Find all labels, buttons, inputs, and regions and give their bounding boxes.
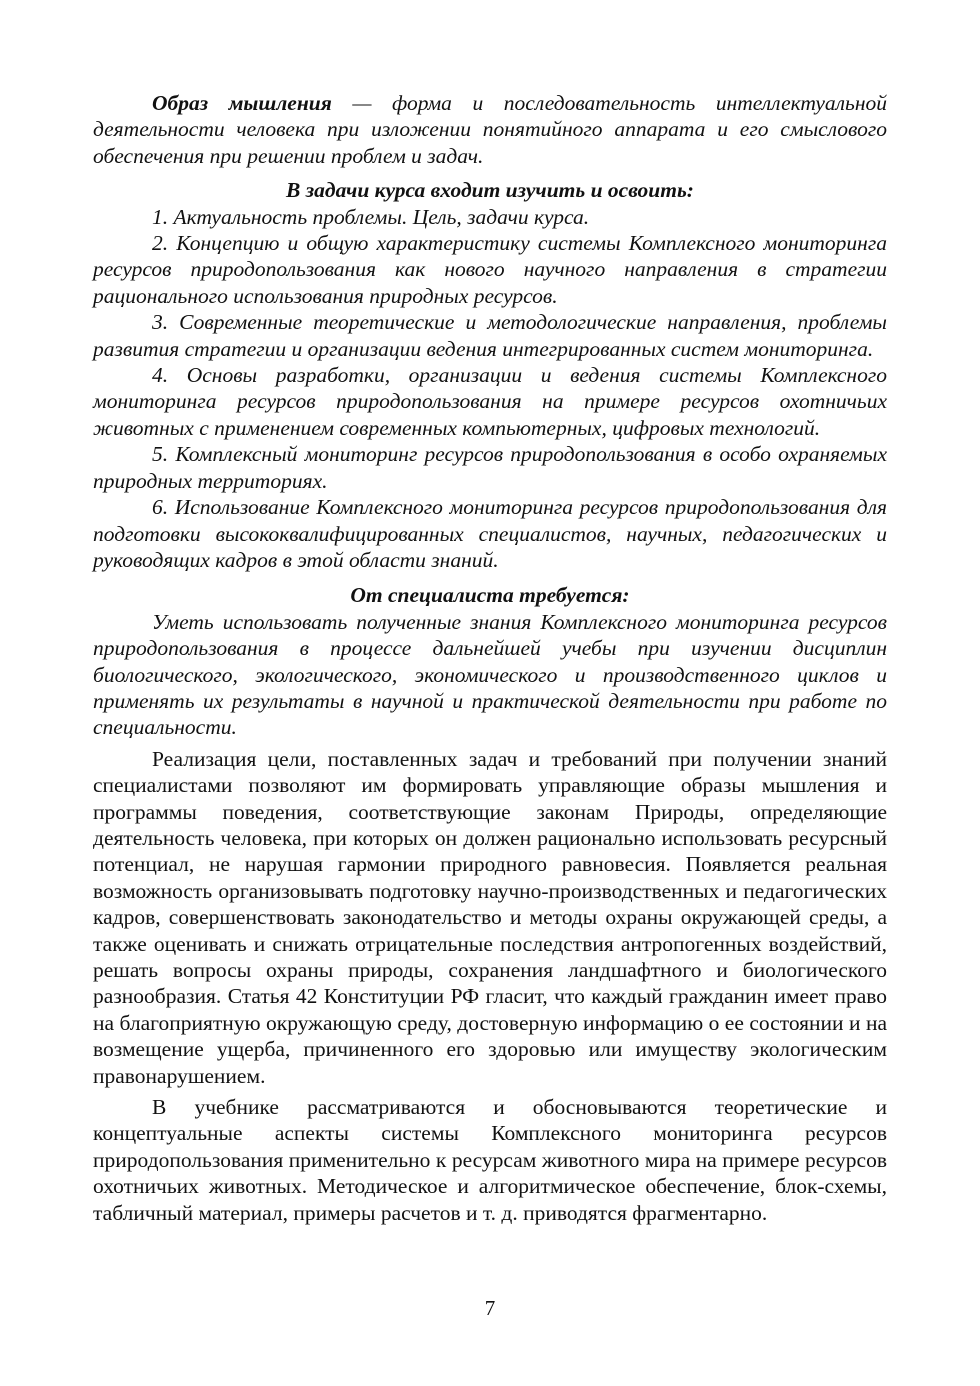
definition-text: — форма и последовательность интеллектуальной деятельности человека при изложении понятийного аппарата и его смыслового обеспечения при решении проблем и задач. [93,91,887,168]
definition-paragraph [93,90,887,169]
definition-term: Образ мышления [152,91,332,115]
task-item-1: 1. Актуальность проблемы. Цель, задачи курса. [152,204,590,229]
task-item-3: 3. Современные теоретические и методологические направления, проблемы развития стратегии и организации ведения интегрированных систем мониторинга. [93,310,887,361]
task-item-4: 4. Основы разработки, организации и ведения системы Комплексного мониторинга ресурсов природопользования на примере ресурсов охотничьих животных с применением современных компьютерных, цифровых технологий. [93,363,887,440]
task-item-5: 5. Комплексный мониторинг ресурсов природопользования в особо охраняемых природных территориях. [93,442,887,493]
body-paragraph-2: В учебнике рассматриваются и обосновываются теоретические и концептуальные аспекты системы Комплексного мониторинга ресурсов природопользования применительно к ресурсам животного мира на примере ресурсов охотничьих животных. Методическое и алгоритмическое обеспечение, блок-схемы, табличный материал, примеры расчетов и т. д. приводятся фрагментарно. [93,1095,887,1225]
page-number: 7 [484,1296,496,1320]
task-item-2: 2. Концепцию и общую характеристику системы Комплексного мониторинга ресурсов природопользования как нового научного направления в стратегии рационального использования природных ресурсов. [93,231,887,308]
requirements-paragraph: Уметь использовать полученные знания Комплексного мониторинга ресурсов природопользования в процессе дальнейшей учебы при изучении дисциплин биологического, экологического, экономического и производственного циклов и применять их результаты в научной и практической деятельности при работе по специальности. [93,609,887,740]
task-item-6: 6. Использование Комплексного мониторинга ресурсов природопользования для подготовки высококвалифицированных специалистов, научных, педагогических и руководящих кадров в этой области знаний. [93,495,887,572]
tasks-heading: В задачи курса входит изучить и освоить: [286,178,694,203]
page-content [93,90,887,1226]
requirements-heading: От специалиста требуется: [350,583,630,608]
body-paragraph-1: Реализация цели, поставленных задач и требований при получении знаний специалистами позволяют им формировать управляющие образы мышления и программы поведения, соответствующие законам Природы, определяющие деятельность человека, при которых он должен рационально использовать ресурсный потенциал, не нарушая гармонии природного равновесия. Появляется реальная возможность организовывать подготовку научно-производственных и педагогических кадров, совершенствовать законодательство и методы охраны окружающей среды, а также оценивать и снижать отрицательные последствия антропогенных воздействий, решать вопросы охраны природы, сохранения ландшафтного и биологического разнообразия. Статья 42 Конституции РФ гласит, что каждый гражданин имеет право на благоприятную окружающую среду, достоверную информацию о ее состоянии и на возмещение ущерба, причиненного его здоровью или имуществу экологическим правонарушением. [93,746,887,1088]
